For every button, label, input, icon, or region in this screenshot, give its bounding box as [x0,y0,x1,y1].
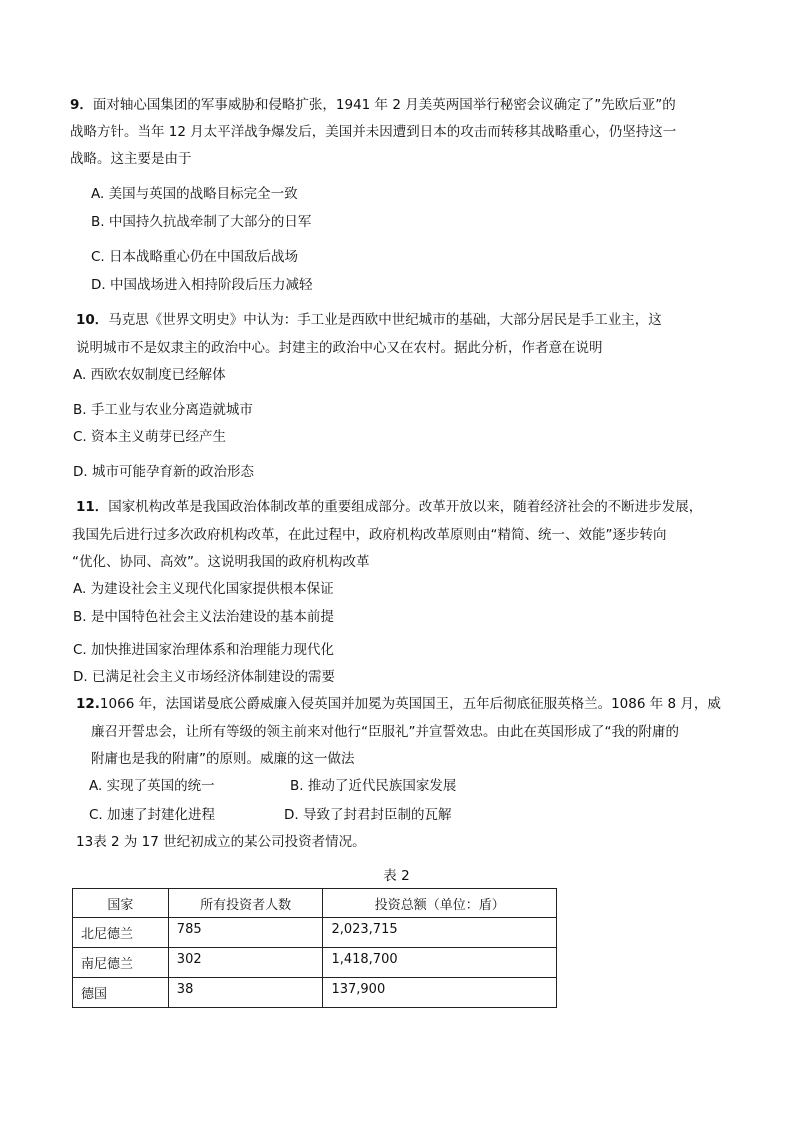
question-10-line-1: 10．马克思《世界文明史》中认为：手工业是西欧中世纪城市的基础，大部分居民是手工业主，这 [76,312,662,328]
question-12-line-3: 附庸也是我的附庸”的原则。威廉的这一做法 [91,751,355,767]
question-9-option-c: C. 日本战略重心仍在中国敌后战场 [91,249,299,265]
table-cell-country: 北尼德兰 [73,918,169,948]
question-11-number: 11． [76,499,109,515]
question-11-option-b: B. 是中国特色社会主义法治建设的基本前提 [73,609,334,625]
table-row [73,918,557,948]
question-10-line-2: 说明城市不是奴隶主的政治中心。封建主的政治中心又在农村。据此分析，作者意在说明 [76,340,603,356]
question-13-line-1: 13表 2 为 17 世纪初成立的某公司投资者情况。 [76,834,366,850]
question-11-option-a: A. 为建设社会主义现代化国家提供根本保证 [73,581,334,597]
question-10-number: 10． [76,312,109,328]
table-cell-investors: 302 [168,948,323,978]
question-11-line-3: “优化、协同、高效”。这说明我国的政府机构改革 [72,554,370,570]
question-12-option-c: C. 加速了封建化进程 [89,807,216,823]
question-9-line-3: 战略。这主要是由于 [70,151,192,167]
question-10-option-a: A. 西欧农奴制度已经解体 [73,367,226,383]
table-cell-investors: 38 [168,978,323,1008]
question-11-line-1: 11．国家机构改革是我国政治体制改革的重要组成部分。改革开放以来，随着经济社会的不断进步发展， [76,499,703,515]
table-header-row [73,889,557,918]
question-11-line-2: 我国先后进行过多次政府机构改革，在此过程中，政府机构改革原则由“精简、统一、效能”逐步转向 [72,527,667,543]
table-header-cell: 所有投资者人数 [168,889,323,918]
question-13-number: 13 [76,834,94,850]
question-10-option-d: D. 城市可能孕育新的政治形态 [73,464,254,480]
table-row [73,978,557,1008]
question-12-line-1: 12.1066 年，法国诺曼底公爵威廉入侵英国并加冕为英国国王，五年后彻底征服英格兰。1086 年 8 月，威 [76,696,721,712]
question-12-number: 12. [76,696,100,712]
question-12-line-2: 廉召开誓忠会，让所有等级的领主前来对他行“臣服礼”并宣誓效忠。由此在英国形成了“我的附庸的 [91,724,679,740]
question-10-option-b: B. 手工业与农业分离造就城市 [73,402,253,418]
question-11-option-c: C. 加快推进国家治理体系和治理能力现代化 [73,642,335,658]
question-10-option-c: C. 资本主义萌芽已经产生 [73,429,227,445]
table-cell-country: 德国 [73,978,169,1008]
table-cell-amount: 137,900 [323,978,557,1008]
question-12-option-d: D. 导致了封君封臣制的瓦解 [284,807,452,823]
table-cell-amount: 2,023,715 [323,918,557,948]
question-9-line-2: 战略方针。当年 12 月太平洋战争爆发后，美国并未因遭到日本的攻击而转移其战略重心，仍坚持这一 [70,124,677,140]
question-9-option-b: B. 中国持久抗战牵制了大部分的日军 [91,214,312,230]
question-9-option-d: D. 中国战场进入相持阶段后压力减轻 [91,277,313,293]
table-header-cell: 投资总额（单位：盾） [323,889,557,918]
question-9-option-a: A. 美国与英国的战略目标完全一致 [91,186,298,202]
investor-table [72,888,557,1008]
table-cell-amount: 1,418,700 [323,948,557,978]
table-cell-investors: 785 [168,918,323,948]
table-caption: 表 2 [383,868,410,884]
table-row [73,948,557,978]
question-12-option-b: B. 推动了近代民族国家发展 [290,778,457,794]
question-9-number: 9． [70,97,93,113]
table-header-cell: 国家 [73,889,169,918]
table-cell-country: 南尼德兰 [73,948,169,978]
question-11-option-d: D. 已满足社会主义市场经济体制建设的需要 [73,669,335,685]
question-9-line-1: 9．面对轴心国集团的军事威胁和侵略扩张，1941 年 2 月美英两国举行秘密会议确定了”先欧后亚”的 [70,97,676,113]
question-12-option-a: A. 实现了英国的统一 [89,778,215,794]
